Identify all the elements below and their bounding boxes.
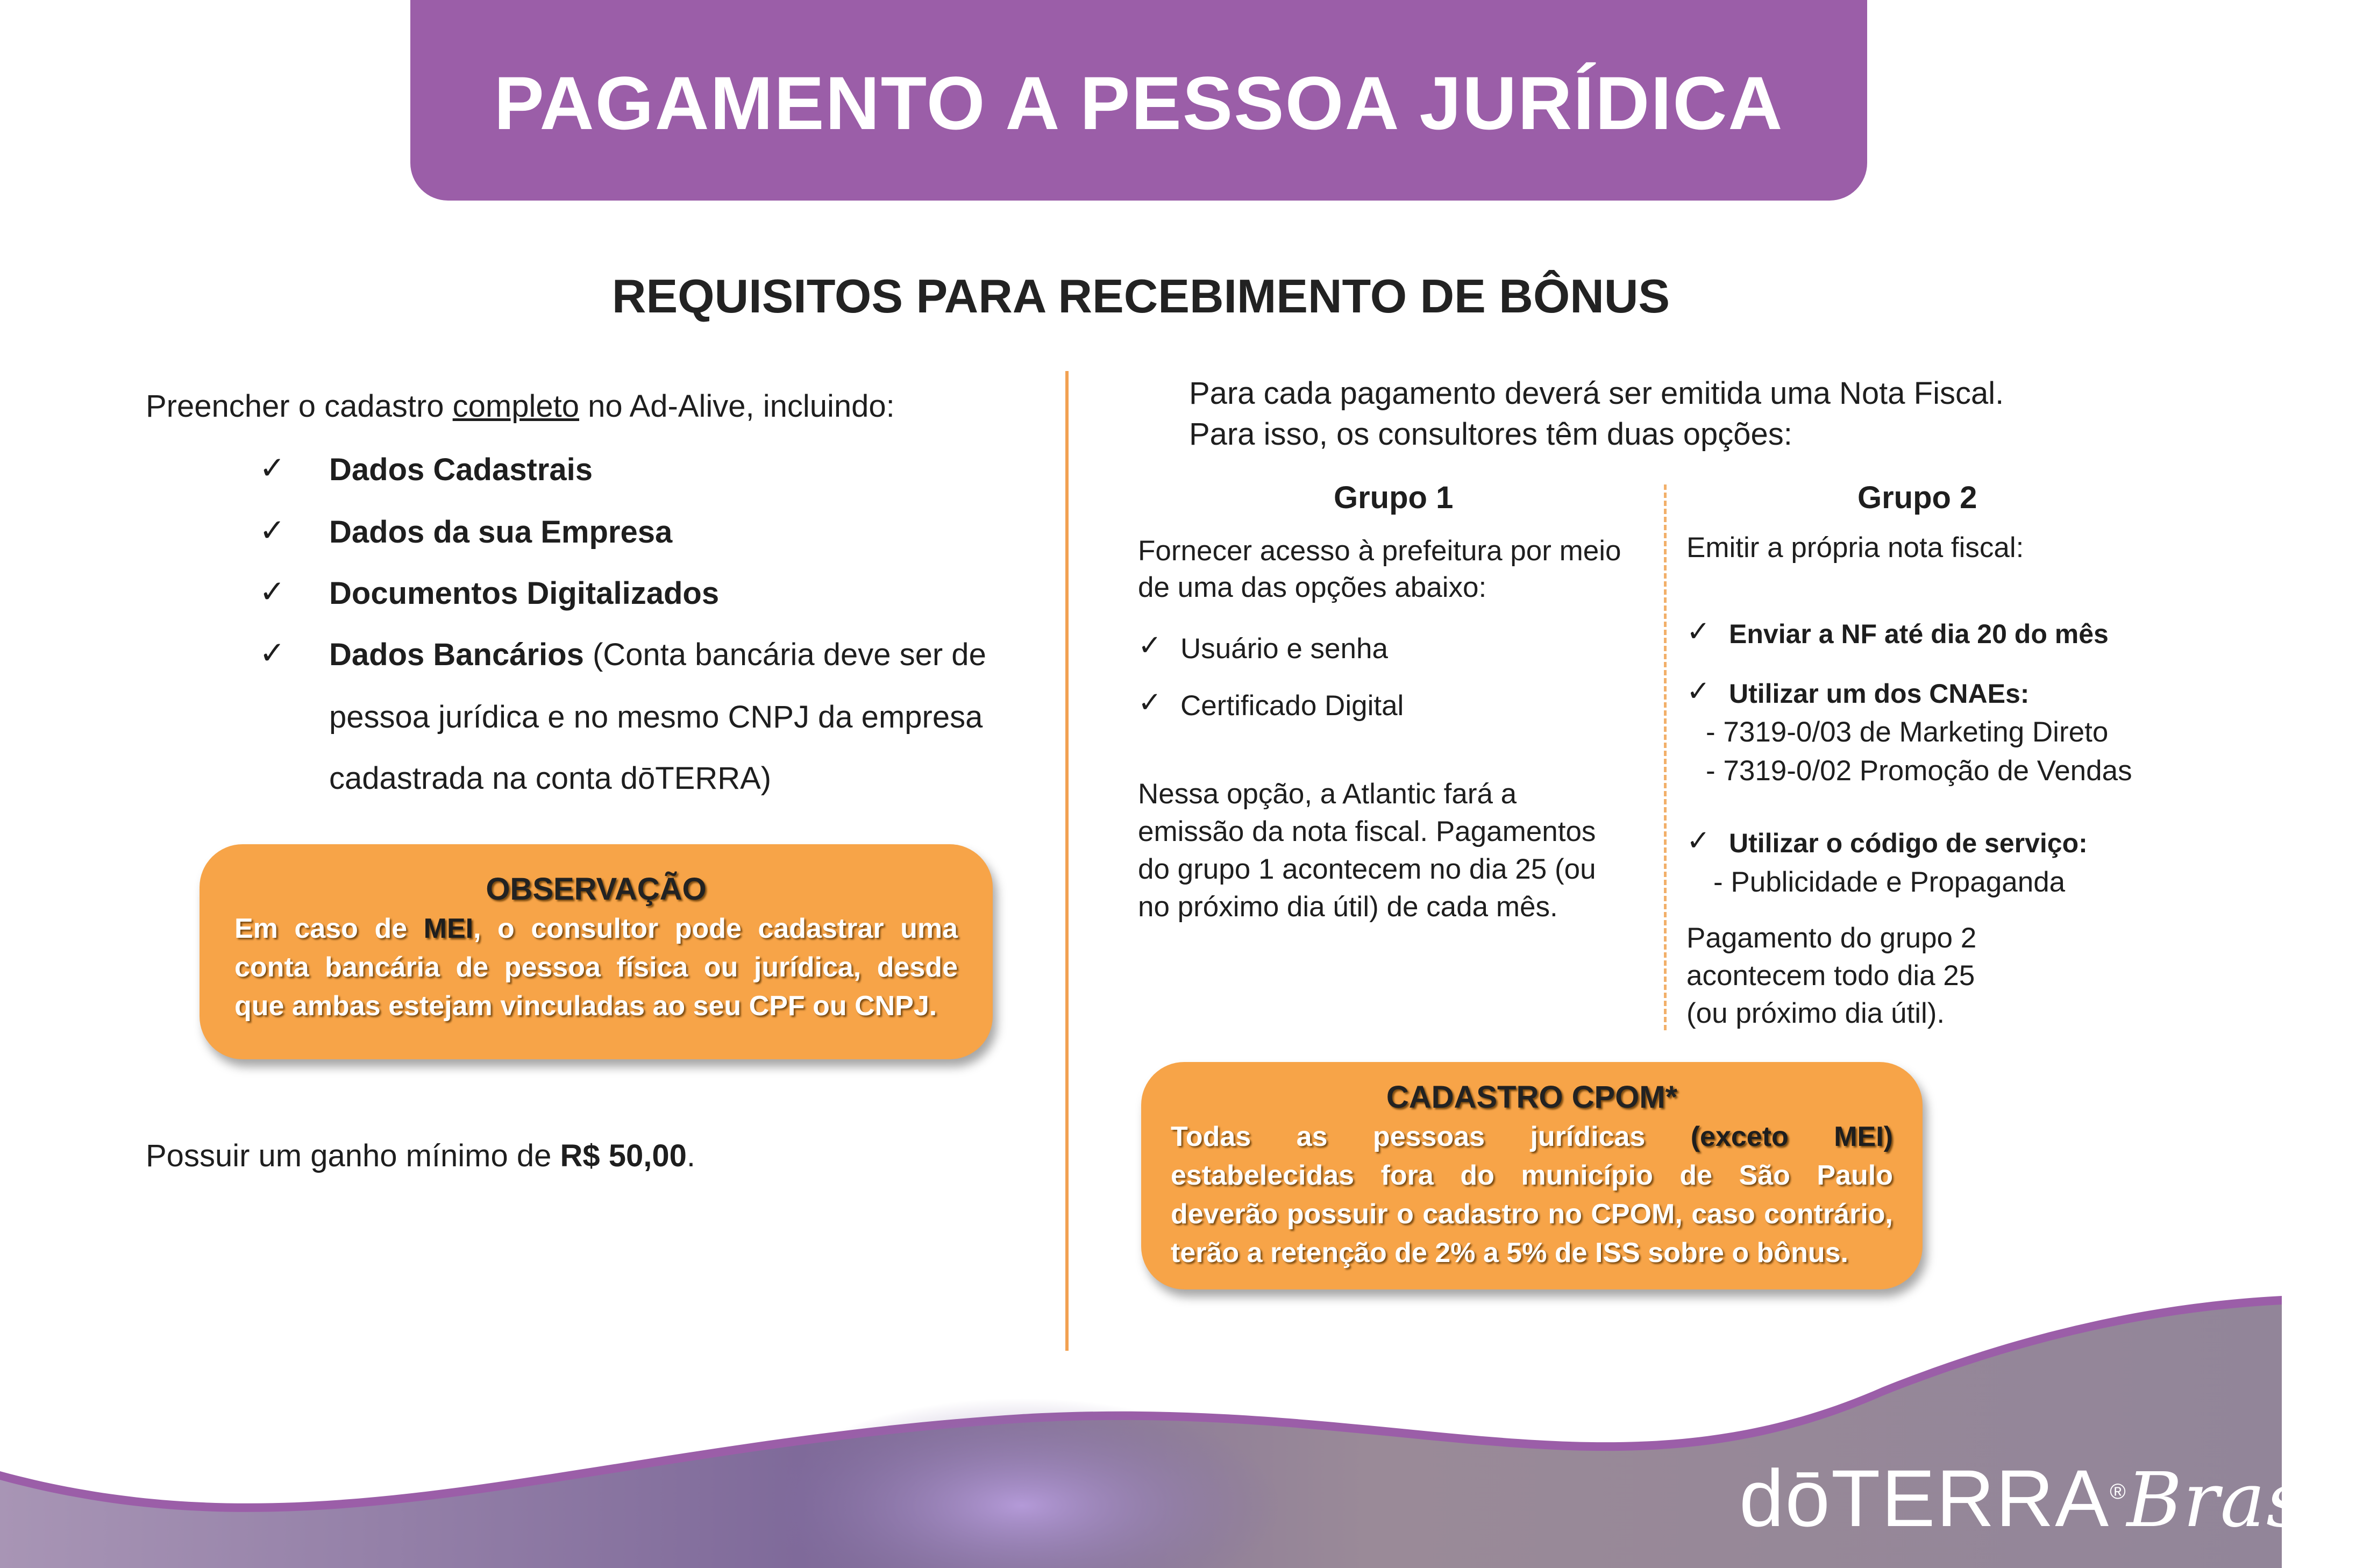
grupo2-desc: Emitir a própria nota fiscal: [1686, 532, 2024, 564]
grupo2-note: acontecem todo dia 25 [1686, 960, 1975, 992]
list-item-note: (Conta bancária deve ser de [583, 637, 986, 672]
grupo2-item: Enviar a NF até dia 20 do mês [1729, 619, 2109, 649]
check-icon: ✓ [1686, 616, 1711, 647]
logo-reg: ® [2110, 1480, 2127, 1503]
doterra-brasil-logo [1739, 1452, 2356, 1545]
grupo1-option: Certificado Digital [1180, 690, 1404, 722]
observacao-title: OBSERVAÇÃO [486, 872, 707, 907]
logo-script: Brasil [2126, 1457, 2356, 1544]
intro-text [146, 388, 895, 424]
servico-item: - Publicidade e Propaganda [1713, 866, 2066, 898]
list-item-note: cadastrada na conta dōTERRA) [329, 761, 772, 796]
grupo1-option: Usuário e senha [1180, 633, 1388, 665]
observacao-text [234, 909, 958, 1025]
grupo1-desc: Fornecer acesso à prefeitura por meio [1138, 535, 1621, 567]
grupo1-title: Grupo 1 [1334, 480, 1454, 515]
text: Possuir um ganho mínimo de [146, 1138, 560, 1173]
intro-pre: Preencher o cadastro [146, 389, 453, 424]
check-icon: ✓ [259, 513, 286, 548]
intro-post: no Ad-Alive, incluindo: [579, 389, 895, 424]
text: Em caso de [234, 913, 424, 944]
check-icon: ✓ [1138, 630, 1162, 661]
cnae-item: - 7319-0/03 de Marketing Direto [1706, 716, 2109, 748]
text: estabelecidas fora do município de São Paulo deverão possuir o cadastro no CPOM, caso contrário, terão a retenção de 2% a 5% de ISS sobre o bônus. [1171, 1160, 1893, 1268]
observacao-box [200, 844, 993, 1059]
minimum-value: R$ 50,00 [560, 1138, 687, 1173]
page-title: PAGAMENTO A PESSOA JURÍDICA [494, 60, 1784, 145]
grupo2-note: Pagamento do grupo 2 [1686, 922, 1977, 954]
check-icon: ✓ [1686, 825, 1711, 857]
grupo1-note: Nessa opção, a Atlantic fará a [1138, 778, 1517, 810]
minimum-gain [146, 1138, 695, 1174]
exceto-mei-bold: (exceto MEI) [1690, 1121, 1893, 1152]
check-icon: ✓ [1138, 687, 1162, 718]
check-icon: ✓ [259, 574, 286, 609]
list-item-note: pessoa jurídica e no mesmo CNPJ da empresa [329, 700, 983, 735]
check-icon: ✓ [1686, 675, 1711, 707]
text: , o consultor pode cadastrar uma conta bancária de pessoa física ou jurídica, desde que ambas estejam vinculadas ao seu CPF ou CNPJ. [234, 913, 958, 1022]
cpom-title: CADASTRO CPOM* [1386, 1080, 1678, 1115]
grupo1-note: emissão da nota fiscal. Pagamentos [1138, 816, 1596, 847]
text: Todas as pessoas jurídicas [1171, 1121, 1691, 1152]
grupo2-item: Utilizar o código de serviço: [1729, 828, 2088, 858]
grupo2-item: Utilizar um dos CNAEs: [1729, 679, 2030, 709]
list-item-label: Dados Bancários [329, 637, 584, 672]
grupo2-title: Grupo 2 [1857, 480, 1977, 515]
nf-intro: Para cada pagamento deverá ser emitida uma Nota Fiscal. [1189, 376, 2004, 411]
header-banner [410, 0, 1867, 201]
list-item: Documentos Digitalizados [329, 576, 720, 611]
cpom-text [1171, 1117, 1893, 1272]
cpom-box [1141, 1062, 1923, 1289]
logo-brand: dōTERRA [1739, 1453, 2110, 1543]
list-item: Dados Cadastrais [329, 452, 593, 487]
grupo1-desc: de uma das opções abaixo: [1138, 572, 1487, 603]
intro-underlined: completo [452, 389, 579, 424]
grupo2-note: (ou próximo dia útil). [1686, 997, 1945, 1029]
check-icon: ✓ [259, 451, 286, 486]
list-item [329, 637, 986, 673]
cnae-item: - 7319-0/02 Promoção de Vendas [1706, 755, 2132, 787]
text: . [686, 1138, 696, 1173]
mei-bold: MEI [423, 913, 474, 944]
column-divider [1065, 371, 1069, 1351]
section-subtitle: REQUISITOS PARA RECEBIMENTO DE BÔNUS [611, 269, 1670, 323]
list-item: Dados da sua Empresa [329, 515, 673, 550]
nf-intro: Para isso, os consultores têm duas opções: [1189, 417, 1792, 452]
check-icon: ✓ [259, 636, 286, 671]
group-divider [1664, 484, 1667, 1030]
grupo1-note: no próximo dia útil) de cada mês. [1138, 891, 1558, 923]
grupo1-note: do grupo 1 acontecem no dia 25 (ou [1138, 853, 1596, 885]
